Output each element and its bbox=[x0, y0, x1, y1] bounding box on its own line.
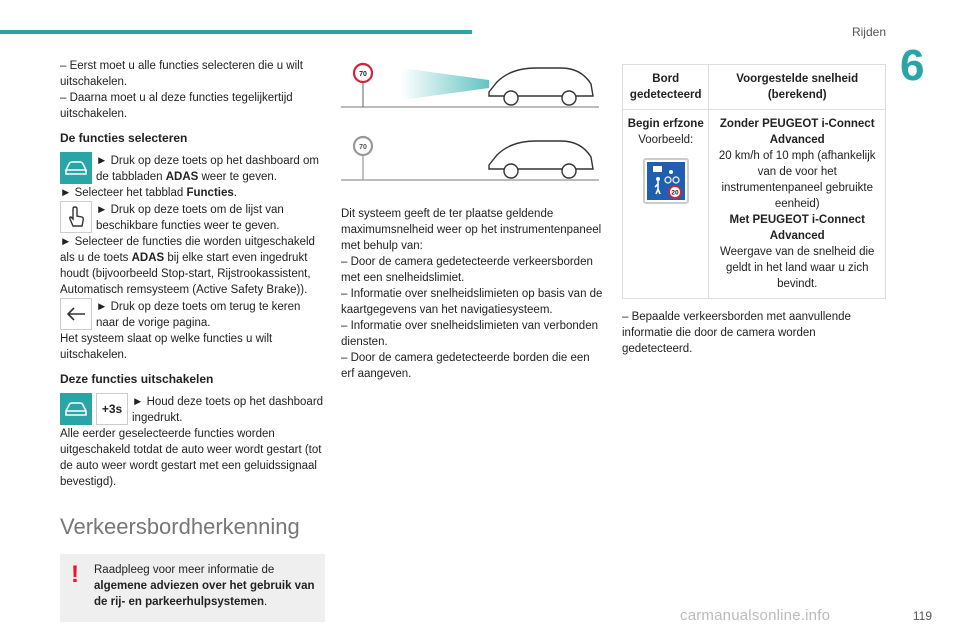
speed-with-connect: Met PEUGEOT i-Connect Advanced bbox=[729, 214, 865, 242]
adas-car-icon-2[interactable] bbox=[60, 393, 92, 425]
intro-line-1: – Eerst moet u alle functies selecteren die u wilt uitschakelen. bbox=[60, 60, 303, 88]
step-3-text: ► Druk op deze toets om de lijst van beschikbare functies weer te geven. bbox=[96, 204, 284, 232]
illustration-sign-detected bbox=[341, 60, 599, 116]
intro-line-2: – Daarna moet u al deze functies tegelijkertijd uitschakelen. bbox=[60, 92, 293, 120]
svg-text:70: 70 bbox=[359, 71, 367, 78]
step-5-text: ► Druk op deze toets om terug te keren naar de vorige pagina. bbox=[96, 301, 301, 329]
notice-box bbox=[60, 554, 325, 622]
erf-zone-sign bbox=[643, 158, 689, 204]
source-erf: – Door de camera gedetecteerde borden die een erf aangeven. bbox=[341, 352, 590, 380]
step-hold-button bbox=[60, 393, 325, 426]
column-right bbox=[622, 64, 887, 357]
speed-without-connect: Zonder PEUGEOT i-Connect Advanced bbox=[719, 118, 875, 146]
step-adas-button bbox=[60, 152, 325, 185]
sign-title: Begin erfzone bbox=[627, 118, 704, 130]
illustration-sign-passed bbox=[341, 133, 599, 189]
watermark: carmanualsonline.info bbox=[680, 607, 831, 624]
hold-3s-icon: +3s bbox=[96, 393, 128, 425]
save-text: Het systeem slaat op welke functies u wilt uitschakelen. bbox=[60, 333, 273, 361]
disable-text: Alle eerder geselecteerde functies worden uitgeschakeld totdat de auto weer wordt gestart (tot de auto weer wordt gestart met een geluidssignaal bevestigd). bbox=[60, 428, 322, 488]
heading-select-functions: De functies selecteren bbox=[60, 131, 188, 145]
column-middle bbox=[341, 60, 603, 382]
table-cell-speed bbox=[709, 110, 886, 299]
speed-with-connect-value: Weergave van de snelheid die geldt in het land waar u zich bevindt. bbox=[719, 246, 875, 290]
back-arrow-icon[interactable] bbox=[60, 298, 92, 330]
table-row bbox=[623, 110, 886, 299]
system-text: Dit systeem geeft de ter plaatse geldende maximumsnelheid weer op het instrumentenpaneel met behulp van: bbox=[341, 208, 602, 252]
step-4-text: ► Selecteer de functies die worden uitgeschakeld als u de toets ADAS bij elke start even ingedrukt houdt (bijvoorbeeld Stop-start, Rijstrookassistent, Automatisch remsysteem (Active Safety Brake)). bbox=[60, 236, 315, 296]
source-camera: – Door de camera gedetecteerde verkeersborden met een snelheidslimiet. bbox=[341, 256, 593, 284]
sign-speed-table bbox=[622, 64, 886, 299]
svg-text:20: 20 bbox=[671, 189, 679, 197]
step-2-text: ► Selecteer het tabblad Functies. bbox=[60, 187, 237, 199]
table-cell-sign bbox=[623, 110, 709, 299]
adas-car-icon[interactable] bbox=[60, 152, 92, 184]
svg-text:70: 70 bbox=[359, 144, 367, 151]
warning-icon: ! bbox=[71, 561, 79, 588]
speed-without-connect-value: 20 km/h of 10 mph (afhankelijk van de voor het instrumentenpaneel gebruikte eenheid) bbox=[718, 150, 876, 210]
heading-disable-functions: Deze functies uitschakelen bbox=[60, 372, 214, 386]
step-back-button bbox=[60, 298, 325, 331]
header-accent-bar bbox=[0, 30, 472, 34]
column-left bbox=[60, 58, 325, 622]
step-touch-button bbox=[60, 201, 325, 234]
footnote-text: – Bepaalde verkeersborden met aanvullende informatie die door de camera worden gedetecteerd. bbox=[622, 311, 851, 355]
notice-text: Raadpleeg voor meer informatie de algemene adviezen over het gebruik van de rij- en parkeerhulpsystemen. bbox=[94, 564, 315, 608]
section-title-traffic-sign: Verkeersbordherkenning bbox=[60, 514, 300, 539]
chapter-number: 6 bbox=[900, 41, 925, 90]
hand-touch-icon[interactable] bbox=[60, 201, 92, 233]
hold-text: ► Houd deze toets op het dashboard ingedrukt. bbox=[132, 396, 324, 424]
page-number: 119 bbox=[912, 609, 932, 623]
table-header-speed: Voorgestelde snelheid (berekend) bbox=[709, 65, 886, 110]
sign-example-label: Voorbeeld: bbox=[638, 134, 694, 146]
source-connected: – Informatie over snelheidslimieten van verbonden diensten. bbox=[341, 320, 598, 348]
table-header-sign: Bord gedetecteerd bbox=[623, 65, 709, 110]
step-1-text: ► Druk op deze toets op het dashboard om de tabbladen ADAS weer te geven. bbox=[96, 155, 319, 183]
source-navigation: – Informatie over snelheidslimieten op basis van de kaartgegevens van het navigatiesysteem. bbox=[341, 288, 603, 316]
header-title: Rijden bbox=[851, 25, 886, 39]
